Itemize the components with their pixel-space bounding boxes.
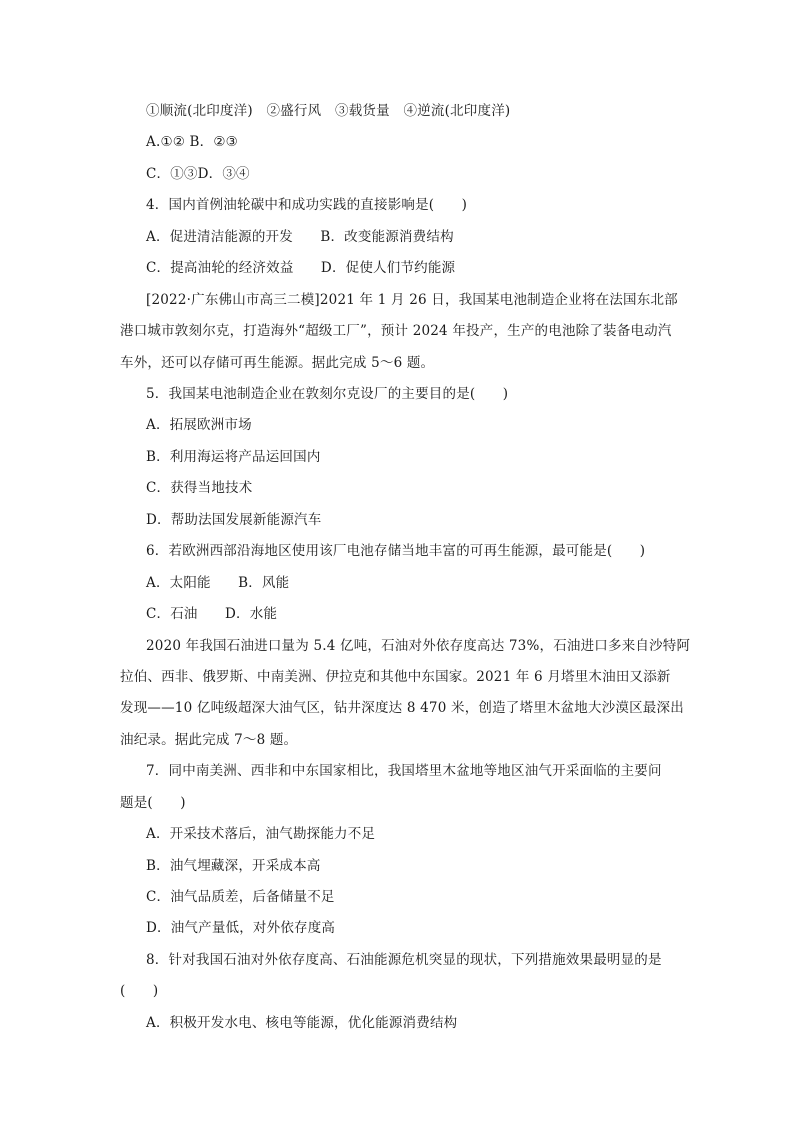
question-3-options-list: ①顺流(北印度洋) ②盛行风 ③载货量 ④逆流(北印度洋) [146,103,511,119]
question-7-choice-d: D．油气产量低，对外依存度高 [146,920,336,936]
question-7-stem-line-1: 7．同中南美洲、西非和中东国家相比，我国塔里木盆地等地区油气开采面临的主要问 [146,763,662,779]
question-5-stem: 5．我国某电池制造企业在敦刻尔克设厂的主要目的是( ) [146,386,509,402]
passage-2-line-4: 油纪录。据此完成 7～8 题。 [120,732,298,748]
question-6-choices-a-b: A．太阳能 B．风能 [146,575,290,591]
question-7-stem-line-2: 题是( ) [120,795,186,811]
question-6-stem: 6．若欧洲西部沿海地区使用该厂电池存储当地丰富的可再生能源，最可能是( ) [146,543,646,559]
question-8-stem-line-2: ( ) [120,983,159,999]
question-8-stem-line-1: 8．针对我国石油对外依存度高、石油能源危机突显的现状，下列措施效果最明显的是 [146,952,662,968]
question-4-choices-c-d: C．提高油轮的经济效益 D．促使人们节约能源 [146,260,456,276]
answer-choices-c-d: C．①③D．③④ [146,166,250,182]
question-5-choice-d: D．帮助法国发展新能源汽车 [146,512,322,528]
question-7-choice-b: B．油气埋藏深，开采成本高 [146,858,321,874]
passage-2-line-3: 发现——10 亿吨级超深大油气区，钻井深度达 8 470 米，创造了塔里木盆地大沙漠区最深出 [120,700,684,716]
answer-choices-a-b: A.①② B．②③ [146,134,238,150]
question-8-choice-a: A．积极开发水电、核电等能源，优化能源消费结构 [146,1015,458,1031]
passage-1-line-1: [2022·广东佛山市高三二模]2021 年 1 月 26 日，我国某电池制造企业将在法国东北部 [146,292,678,308]
question-7-choice-c: C．油气品质差，后备储量不足 [146,889,335,905]
question-6-choices-c-d: C．石油 D．水能 [146,606,278,622]
passage-1-line-2: 港口城市敦刻尔克，打造海外“超级工厂”，预计 2024 年投产，生产的电池除了装备电动汽 [120,323,672,339]
question-7-choice-a: A．开采技术落后，油气勘探能力不足 [146,826,376,842]
question-5-choice-c: C．获得当地技术 [146,480,253,496]
question-4-stem: 4．国内首例油轮碳中和成功实践的直接影响是( ) [146,197,468,213]
passage-1-line-3: 车外，还可以存储可再生能源。据此完成 5～6 题。 [120,355,435,371]
passage-2-line-2: 拉伯、西非、俄罗斯、中南美洲、伊拉克和其他中东国家。2021 年 6 月塔里木油田又添新 [120,669,671,685]
passage-2-line-1: 2020 年我国石油进口量为 5.4 亿吨，石油对外依存度高达 73%，石油进口多来自沙特阿 [146,638,691,654]
question-4-choices-a-b: A．促进清洁能源的开发 B．改变能源消费结构 [146,229,454,245]
question-5-choice-b: B．利用海运将产品运回国内 [146,449,321,465]
question-5-choice-a: A．拓展欧洲市场 [146,417,252,433]
